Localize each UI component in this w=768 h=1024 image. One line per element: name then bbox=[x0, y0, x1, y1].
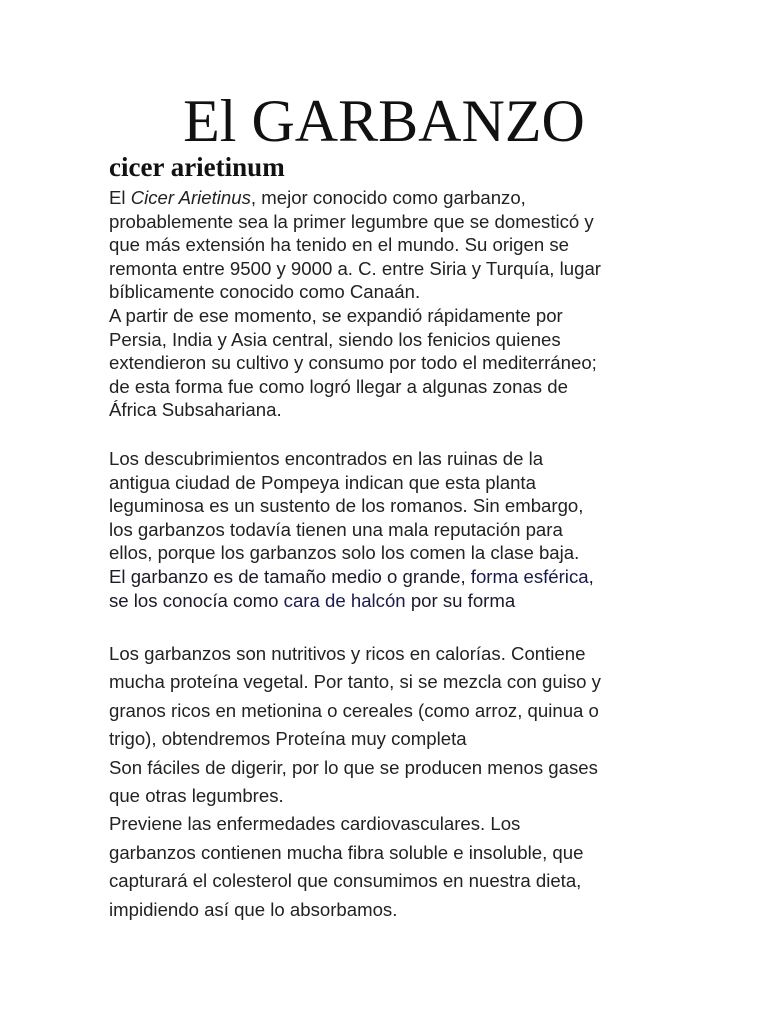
text-line bbox=[109, 565, 669, 589]
text-line: Los garbanzos son nutritivos y ricos en calorías. Contiene bbox=[109, 643, 586, 664]
text-line: A partir de ese momento, se expandió rápidamente por bbox=[109, 304, 563, 326]
text-fragment: se los conocía como bbox=[109, 589, 284, 611]
text-line: Persia, India y Asia central, siendo los fenicios quienes bbox=[109, 328, 561, 350]
text-line bbox=[109, 589, 669, 613]
text-line: Los descubrimientos encontrados en las ruinas de la bbox=[109, 448, 544, 469]
text-line: trigo), obtendremos Proteína muy completa bbox=[109, 728, 467, 750]
text-line: África Subsahariana. bbox=[109, 399, 282, 421]
text-line bbox=[109, 186, 669, 210]
cara-de-halcon-link[interactable]: cara de halcón bbox=[283, 589, 406, 611]
text-line: granos ricos en metionina o cereales (como arroz, quinua o bbox=[109, 699, 599, 721]
paragraph-nutrition bbox=[109, 640, 669, 924]
text-line: garbanzos contienen mucha fibra soluble e insoluble, que bbox=[109, 841, 584, 863]
text-fragment: por su forma bbox=[405, 589, 516, 611]
text-line: leguminosa es un sustento de los romanos. Sin embargo, bbox=[109, 495, 584, 517]
document-subtitle: cicer arietinum bbox=[109, 152, 285, 182]
text-line: que otras legumbres. bbox=[109, 785, 284, 807]
text-line: los garbanzos todavía tienen una mala reputación para bbox=[109, 518, 563, 540]
paragraph-origin bbox=[109, 186, 669, 422]
text-line: remonta entre 9500 y 9000 a. C. entre Siria y Turquía, lugar bbox=[109, 257, 601, 279]
text-line: ellos, porque los garbanzos solo los comen la clase baja. bbox=[109, 542, 580, 564]
scientific-name: Cicer Arietinus bbox=[130, 187, 251, 208]
forma-esferica-link[interactable]: forma esférica bbox=[470, 565, 589, 587]
text-line: Previene las enfermedades cardiovasculares. Los bbox=[109, 813, 521, 835]
document-title: El GARBANZO bbox=[183, 88, 585, 154]
text-fragment: , bbox=[588, 565, 594, 587]
text-line: que más extensión ha tenido en el mundo. Su origen se bbox=[109, 234, 569, 256]
text-line: impidiendo así que lo absorbamos. bbox=[109, 898, 398, 920]
text-line: mucha proteína vegetal. Por tanto, si se mezcla con guiso y bbox=[109, 671, 601, 693]
text-line: antigua ciudad de Pompeya indican que esta planta bbox=[109, 471, 536, 493]
text-fragment: , mejor conocido como garbanzo, bbox=[250, 187, 526, 208]
text-line: capturará el colesterol que consumimos en nuestra dieta, bbox=[109, 870, 582, 892]
paragraph-pompeya bbox=[109, 447, 669, 612]
text-fragment: El bbox=[109, 187, 131, 208]
text-line: probablemente sea la primer legumbre que se domesticó y bbox=[109, 210, 594, 232]
text-line: bíblicamente conocido como Canaán. bbox=[109, 281, 421, 303]
text-line: Son fáciles de digerir, por lo que se producen menos gases bbox=[109, 756, 598, 778]
text-fragment: El garbanzo es de tamaño medio o grande, bbox=[109, 565, 471, 587]
text-line: de esta forma fue como logró llegar a algunas zonas de bbox=[109, 375, 568, 397]
text-line: extendieron su cultivo y consumo por todo el mediterráneo; bbox=[109, 352, 597, 374]
